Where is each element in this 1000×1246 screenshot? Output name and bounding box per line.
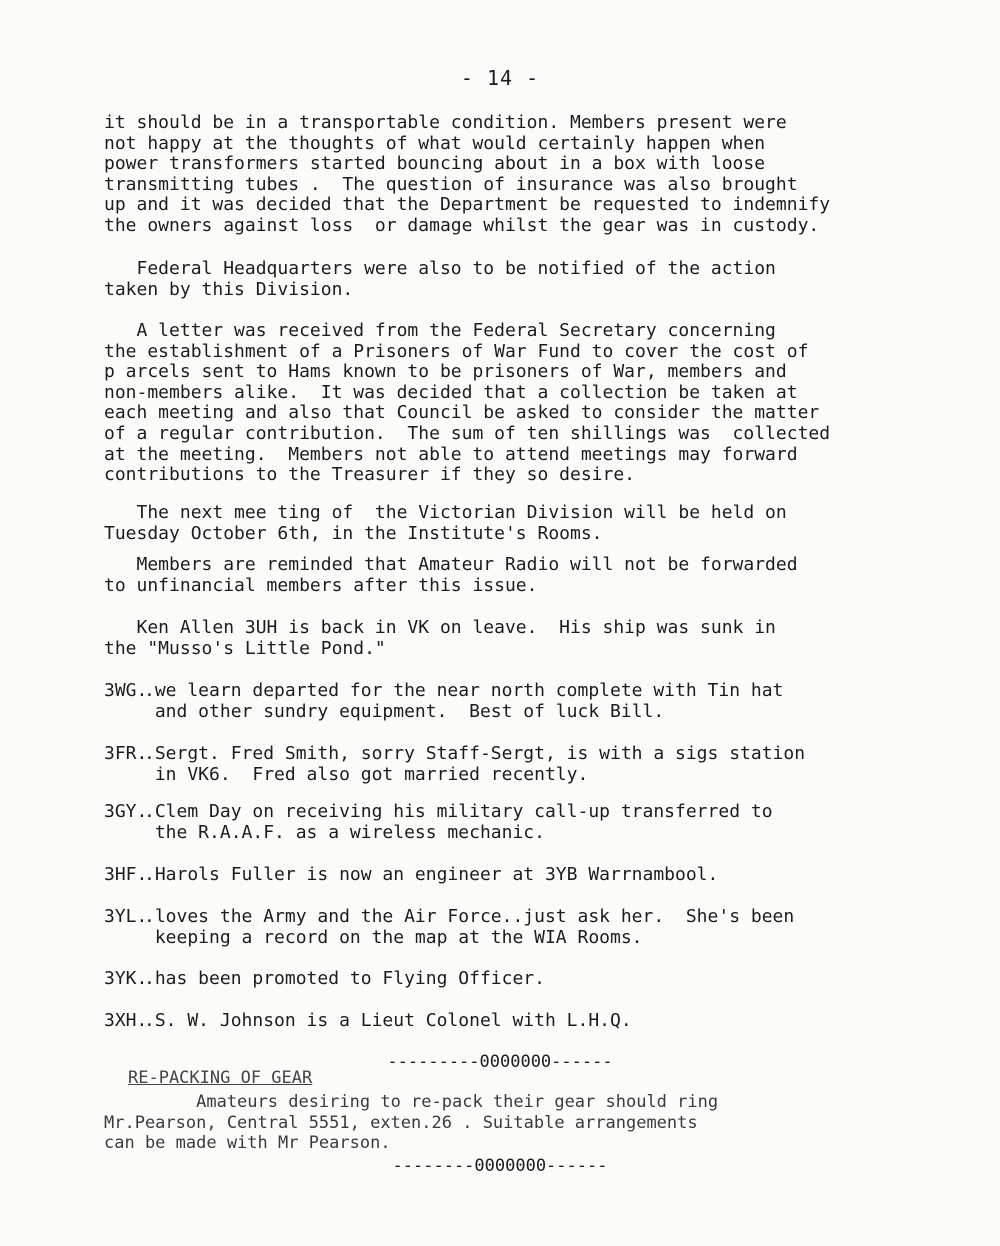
note-text: .Harols Fuller is now an engineer at 3YB Warrnambool. <box>144 864 719 885</box>
note-text: .we learn departed for the near north complete with Tin hat and other sundry equipment. Best of luck Bill. <box>144 680 784 722</box>
note-text: .S. W. Johnson is a Lieut Colonel with L.H.Q. <box>144 1010 632 1031</box>
gear-heading: RE-PACKING OF GEAR <box>128 1068 313 1088</box>
note-label: 3WG. <box>104 680 148 701</box>
paragraph-federal-hq: Federal Headquarters were also to be notified of the action taken by this Division. <box>104 258 776 300</box>
note-text: .Sergt. Fred Smith, sorry Staff-Sergt, is with a sigs station in VK6. Fred also got married recently. <box>144 743 806 785</box>
note-text: .Clem Day on receiving his military call-up transferred to the R.A.A.F. as a wireless mechanic. <box>144 801 773 843</box>
paragraph-next-meeting: The next mee ting of the Victorian Division will be held on Tuesday October 6th, in the Institute's Rooms. <box>104 502 787 544</box>
note-label: 3FR. <box>104 743 148 764</box>
gear-notice: Amateurs desiring to re-pack their gear should ring Mr.Pearson, Central 5551, exten.26 . Suitable arrangements can be made with Mr Pearson. <box>104 1092 719 1154</box>
note-label: 3HF. <box>104 864 148 885</box>
paragraph-ken-allen: Ken Allen 3UH is back in VK on leave. His ship was sunk in the "Musso's Little Pond." <box>104 617 776 659</box>
separator-bottom: --------0000000------ <box>392 1156 608 1176</box>
separator-top: ---------0000000------ <box>387 1052 613 1072</box>
note-text: .has been promoted to Flying Officer. <box>144 968 545 989</box>
paragraph-transport: it should be in a transportable condition. Members present were not happy at the thoughts of what would certainly happen when power transformers started bouncing about in a box with loose transmitting tubes . The question of insurance was also brought up and it was decided that the Department be requested to indemnify the owners against loss or damage whilst the gear was in custody. <box>104 112 831 236</box>
note-text: .loves the Army and the Air Force..just ask her. She's been keeping a record on the map at the WIA Rooms. <box>144 906 795 948</box>
note-label: 3GY. <box>104 801 148 822</box>
note-label: 3YK. <box>104 968 148 989</box>
paragraph-reminder: Members are reminded that Amateur Radio will not be forwarded to unfinancial members after this issue. <box>104 554 798 596</box>
note-label: 3XH. <box>104 1010 148 1031</box>
note-label: 3YL. <box>104 906 148 927</box>
paragraph-pow-fund: A letter was received from the Federal Secretary concerning the establishment of a Prisoners of War Fund to cover the cost of p arcels sent to Hams known to be prisoners of War, members and non-members alike. It was decided that a collection be taken at each meeting and also that Council be asked to consider the matter of a regular contribution. The sum of ten shillings was collected at the meeting. Members not able to attend meetings may forward contributions to the Treasurer if they so desire. <box>104 320 831 486</box>
page-number: - 14 - <box>460 66 540 90</box>
